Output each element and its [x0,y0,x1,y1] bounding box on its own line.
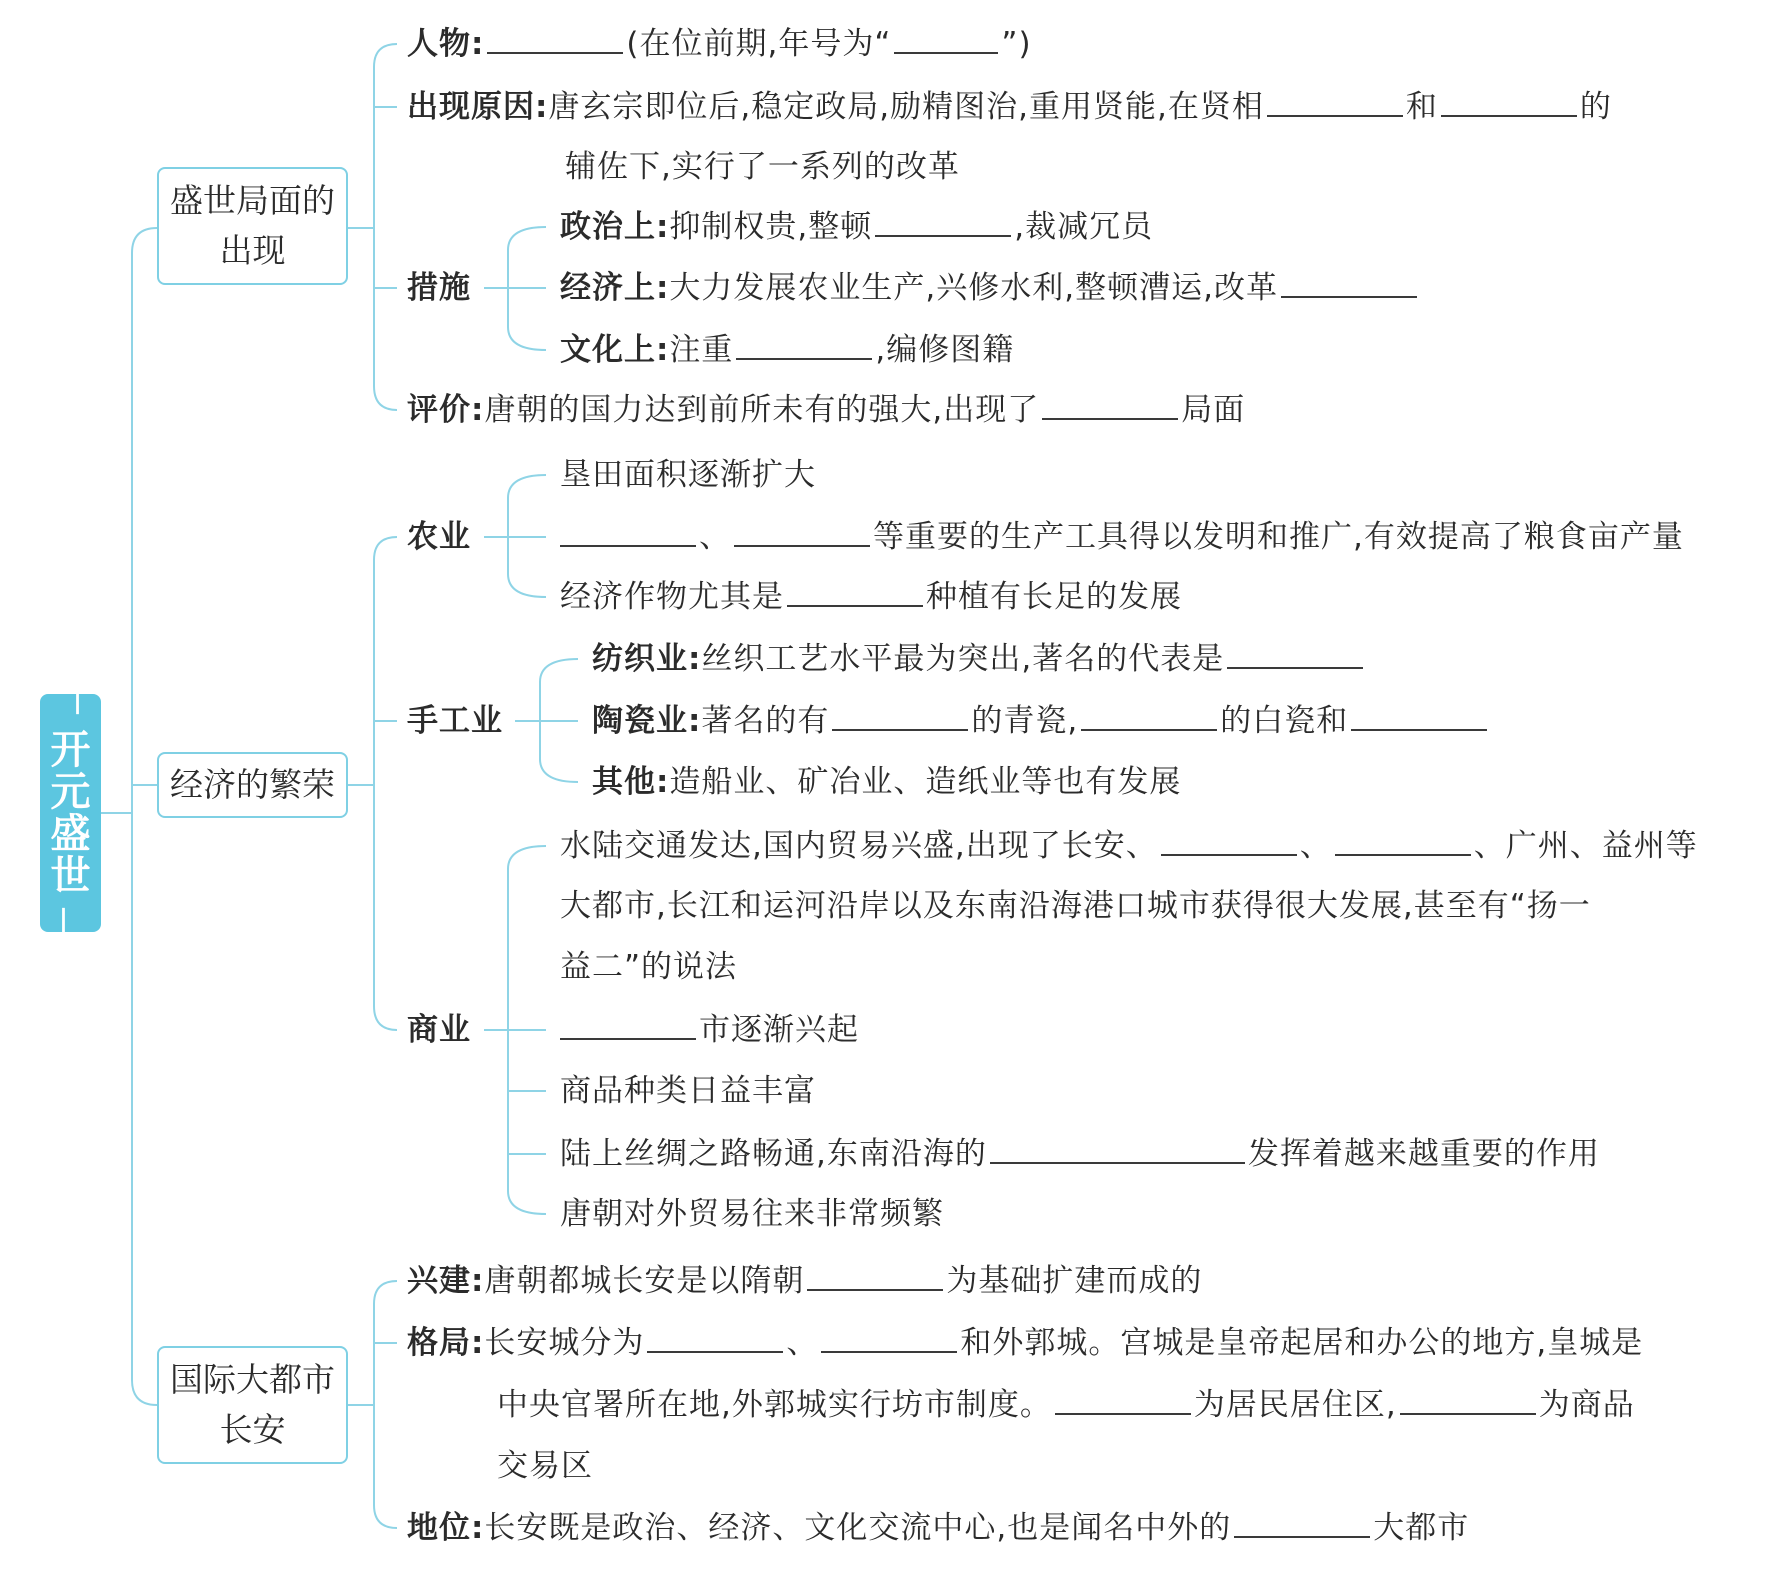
node-label: 措施 [407,270,471,306]
blank [1042,388,1178,420]
node-label: 人物: [407,26,485,62]
node-economy [560,266,1420,310]
node-reason [407,85,1612,129]
node-text: 、 [1299,828,1332,864]
node-text: 、广州、益州等 [1473,828,1698,864]
node-label: 农业 [407,519,471,555]
blank [1227,637,1363,669]
blank [1267,85,1403,117]
node-text: 陆上丝绸之路畅通,东南沿海的 [560,1136,987,1172]
category-label: 长安 [219,1410,286,1449]
node-text: 交易区 [497,1448,593,1484]
node-commerce [407,1008,471,1052]
blank [1081,699,1217,731]
handicraft-ceramics [592,699,1490,743]
node-label: 陶瓷业: [592,703,702,739]
category-label: 出现 [219,231,286,270]
root-title-char: 世 [50,853,91,899]
node-text: 的白瓷和 [1220,703,1349,739]
node-text: 抑制权贵,整顿 [669,209,873,245]
root-title-char: 开 [50,727,91,773]
node-label: 文化上: [560,332,670,368]
node-text: ”) [1001,26,1032,62]
node-text: 市逐渐兴起 [699,1012,859,1048]
blank [990,1132,1245,1164]
node-layout [407,1321,1643,1365]
blank [821,1321,957,1353]
node-person [407,22,1032,66]
node-culture [560,328,1014,372]
node-measures [407,266,471,310]
node-text: 丝织工艺水平最为突出,著名的代表是 [701,641,1225,677]
category-box-chang-an [157,1346,348,1464]
root-title-char: 「 [50,685,91,731]
node-text: 大都市 [1373,1510,1470,1546]
blank [734,515,870,547]
category-label: 国际大都市 [170,1360,335,1399]
root-title-char: 」 [50,895,91,941]
handicraft-other [592,760,1181,804]
category-label: 经济的繁荣 [170,765,335,804]
node-text: 长安既是政治、经济、文化交流中心,也是闻名中外的 [484,1510,1232,1546]
blank [1441,85,1577,117]
blank [1335,824,1471,856]
node-text: 大都市,长江和运河沿岸以及东南沿海港口城市获得很大发展,甚至有“扬一 [560,888,1591,924]
blank [1161,824,1297,856]
node-text: 造船业、矿冶业、造纸业等也有发展 [669,764,1182,800]
node-text: 经济作物尤其是 [560,579,784,615]
blank [560,1008,696,1040]
node-text: 辅佐下,实行了一系列的改革 [565,149,960,185]
handicraft-textile [592,637,1366,681]
node-label: 地位: [407,1510,485,1546]
agriculture-item [560,515,1684,559]
blank [1234,1506,1370,1538]
node-text: ,裁减冗员 [1014,209,1154,245]
commerce-item [560,1132,1600,1176]
node-text: 中央官署所在地,外郭城实行坊市制度。 [497,1387,1052,1423]
blank [1400,1383,1536,1415]
agriculture-item [560,453,816,497]
node-text: 水陆交通发达,国内贸易兴盛,出现了长安、 [560,828,1158,864]
blank [560,515,696,547]
node-label: 格局: [407,1325,485,1361]
node-text: 唐玄宗即位后,稳定政局,励精图治,重用贤能,在贤相 [548,89,1264,125]
node-label: 评价: [407,392,485,428]
node-text: 为基础扩建而成的 [946,1263,1203,1299]
node-text: 注重 [669,332,734,368]
node-text: 长安城分为 [484,1325,645,1361]
node-politics [560,205,1153,249]
node-evaluation [407,388,1245,432]
node-text: 著名的有 [701,703,830,739]
node-build [407,1259,1202,1303]
node-agriculture [407,515,471,559]
node-label: 手工业 [407,703,503,739]
node-text: 的青瓷, [971,703,1079,739]
category-box-prosperity-emergence [157,167,348,285]
commerce-item [560,1008,859,1052]
blank [647,1321,783,1353]
blank [736,328,872,360]
node-layout-cont [497,1444,593,1488]
node-reason-cont [565,145,960,189]
node-text: (在位前期,年号为“ [626,26,892,62]
node-text: ,编修图籍 [875,332,1015,368]
node-text: 种植有长足的发展 [926,579,1182,615]
node-text: 益二”的说法 [560,949,738,985]
node-text: 商品种类日益丰富 [560,1073,816,1109]
node-label: 商业 [407,1012,471,1048]
node-text: 局面 [1181,392,1246,428]
node-label: 其他: [592,764,670,800]
blank [894,22,998,54]
root-title-char: 元 [50,769,91,815]
node-text: 唐朝都城长安是以隋朝 [484,1263,805,1299]
node-text: 和外郭城。宫城是皇帝起居和办公的地方,皇城是 [960,1325,1644,1361]
blank [487,22,623,54]
category-label: 盛世局面的 [170,181,335,220]
node-status [407,1506,1469,1550]
blank [787,575,923,607]
node-handicraft [407,699,503,743]
blank [1055,1383,1191,1415]
category-box-economic-prosperity [157,752,348,818]
root-title-block [40,685,101,941]
blank [1281,266,1417,298]
node-label: 兴建: [407,1263,485,1299]
node-text: 为商品 [1538,1387,1635,1423]
node-label: 出现原因: [407,89,549,125]
commerce-item [560,824,1698,868]
commerce-item-cont [560,884,1591,928]
agriculture-item [560,575,1182,619]
node-label: 政治上: [560,209,670,245]
commerce-item [560,1069,816,1113]
node-text: 的 [1579,89,1612,125]
node-label: 经济上: [560,270,670,306]
commerce-item-cont [560,945,737,989]
node-text: 和 [1405,89,1438,125]
node-text: 发挥着越来越重要的作用 [1247,1136,1600,1172]
node-layout-cont [497,1383,1635,1427]
node-text: 垦田面积逐渐扩大 [560,457,816,493]
blank [875,205,1011,237]
node-text: 等重要的生产工具得以发明和推广,有效提高了粮食亩产量 [873,519,1684,555]
node-text: 唐朝对外贸易往来非常频繁 [560,1196,944,1232]
node-text: 大力发展农业生产,兴修水利,整顿漕运,改革 [669,270,1278,306]
node-label: 纺织业: [592,641,702,677]
commerce-item [560,1192,944,1236]
root-title-char: 盛 [50,811,91,857]
node-text: 、 [786,1325,819,1361]
node-text: 唐朝的国力达到前所未有的强大,出现了 [484,392,1040,428]
blank [832,699,968,731]
node-text: 、 [699,519,731,555]
blank [807,1259,943,1291]
node-text: 为居民居住区, [1193,1387,1397,1423]
blank [1351,699,1487,731]
